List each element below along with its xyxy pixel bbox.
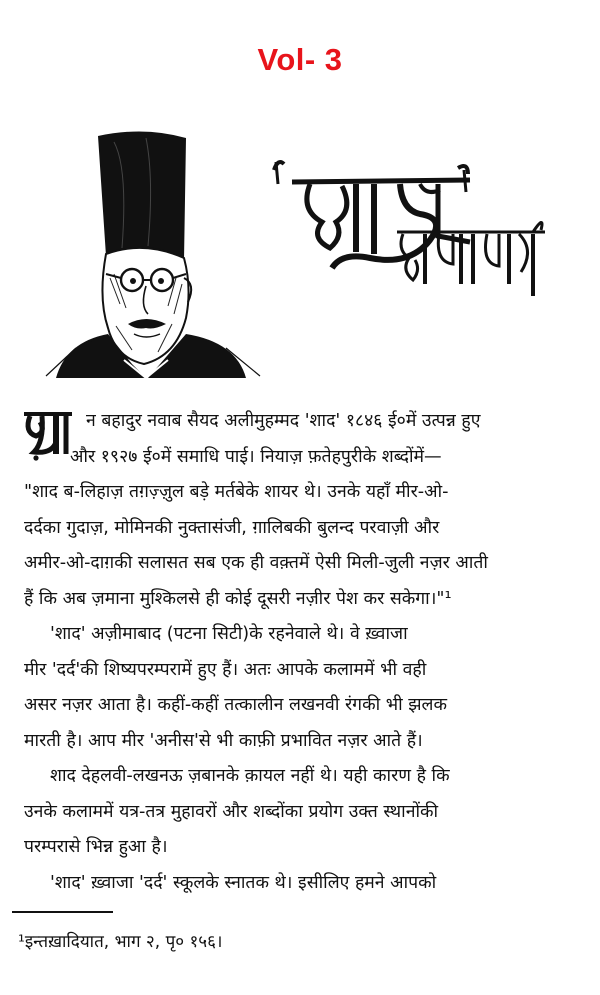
body-text	[24, 404, 584, 901]
body-line: अमीर-ओ-दाग़की सलासत सब एक ही वक़्तमें ऐसी मिली-जुली नज़र आती	[24, 553, 488, 573]
portrait-illustration	[36, 128, 266, 378]
body-line: हैं कि अब ज़माना मुश्किलसे ही कोई दूसरी नज़ीर पेश कर सकेगा।"¹	[24, 588, 452, 609]
body-line: न बहादुर नवाब सैयद अलीमुहम्मद 'शाद' १८४६ ई०में उत्पन्न हुए	[86, 411, 481, 431]
body-line: "शाद ब-लिहाज़ तग़ज़्ज़ुल बड़े मर्तबेके शायर थे। उनके यहाँ मीर-ओ-	[24, 482, 449, 502]
volume-label: Vol- 3	[257, 42, 343, 77]
title-calligraphy-azimabadi	[395, 210, 550, 305]
body-line: 'शाद' ख़्वाजा 'दर्द' स्कूलके स्नातक थे। इसीलिए हमने आपको	[50, 872, 437, 893]
body-line: उनके कलाममें यत्र-तत्र मुहावरों और शब्दोंका प्रयोग उक्त स्थानोंकी	[24, 801, 439, 822]
body-line: परम्परासे भिन्न हुआ है।	[24, 837, 168, 857]
body-line: मारती है। आप मीर 'अनीस'से भी काफ़ी प्रभावित नज़र आते हैं।	[24, 730, 423, 751]
body-line: 'शाद' अज़ीमाबाद (पटना सिटी)के रहनेवाले थे। वे ख़्वाजा	[50, 624, 408, 644]
body-line: शाद देहलवी-लखनऊ ज़बानके क़ायल नहीं थे। यही कारण है कि	[50, 766, 450, 786]
body-line: असर नज़र आता है। कहीं-कहीं तत्कालीन लखनवी रंगकी भी झलक	[24, 695, 447, 715]
body-line: मीर 'दर्द'की शिष्यपरम्परामें हुए हैं। अतः आपके कलाममें भी वही	[24, 659, 427, 680]
body-line: दर्दका गुदाज़, मोमिनकी नुक्तासंजी, ग़ालिबकी बुलन्द परवाज़ी और	[24, 517, 440, 538]
footnote: ¹इन्तख़ादियात, भाग २, पृ० १५६।	[18, 932, 223, 952]
body-line: और १९२७ ई०में समाधि पाई। नियाज़ फ़तेहपुरीके शब्दोंमें—	[70, 446, 442, 467]
footnote-divider	[12, 911, 113, 913]
